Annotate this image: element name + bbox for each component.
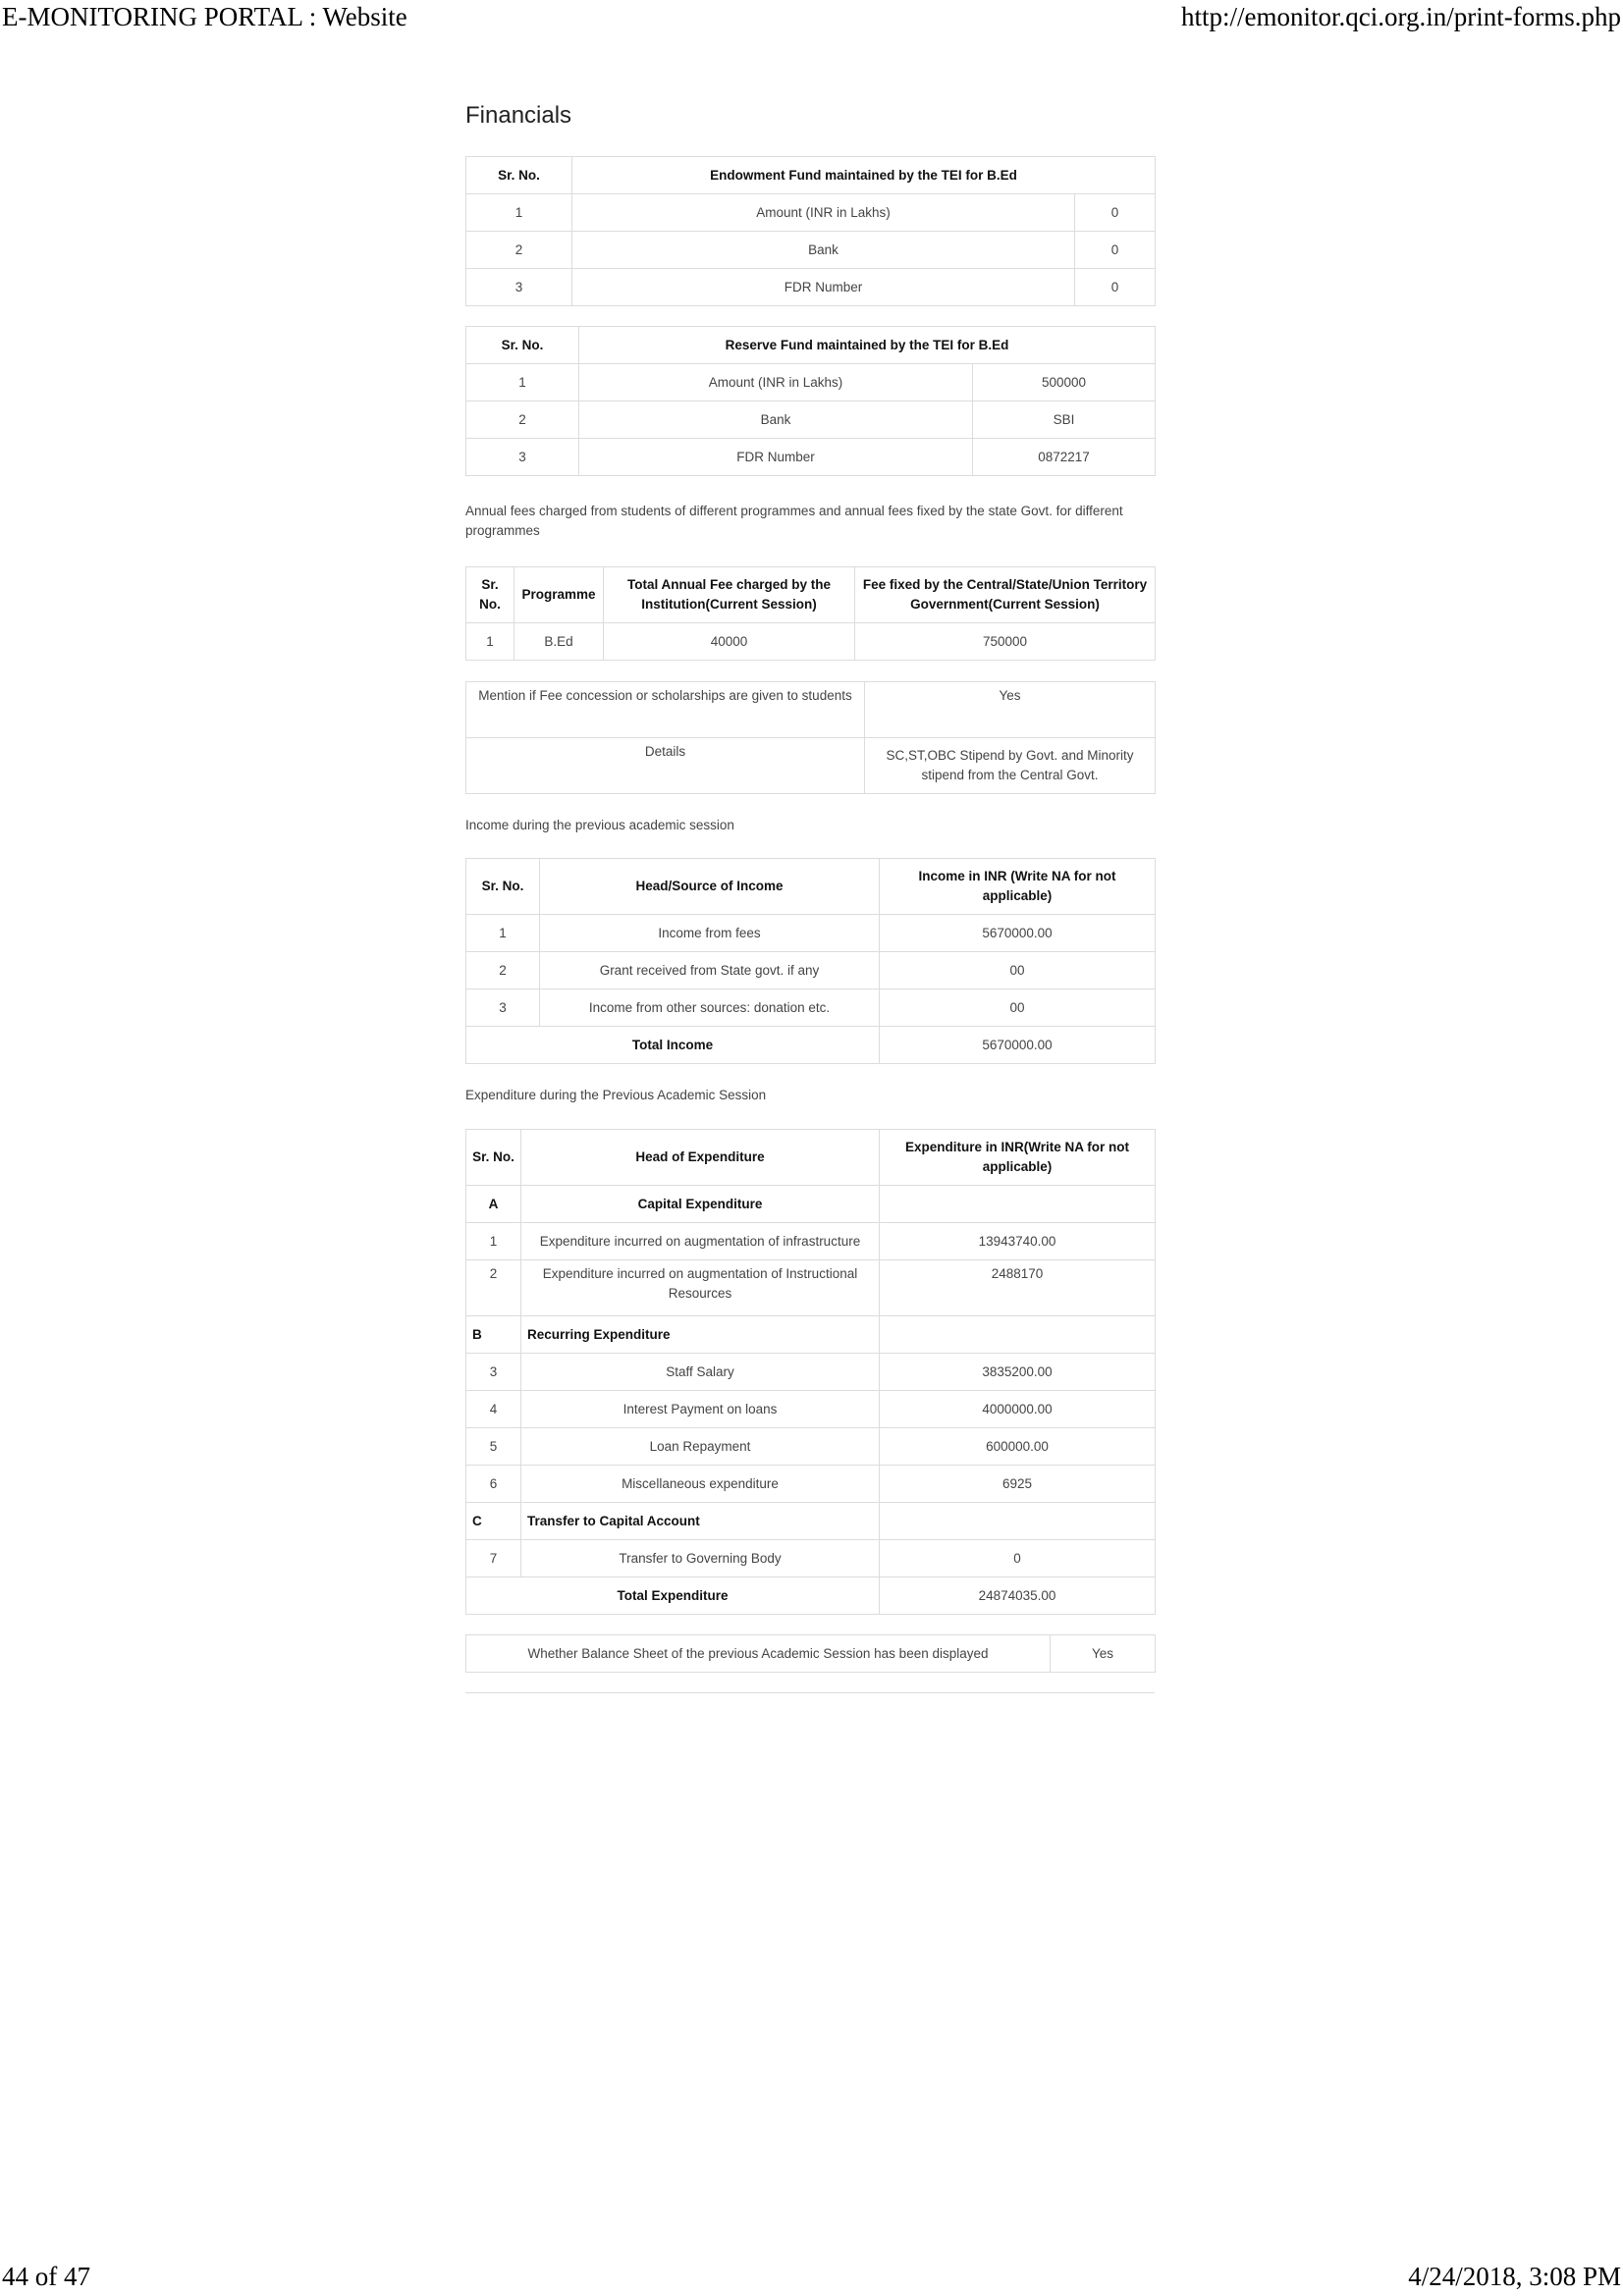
table-row: [466, 194, 1156, 232]
cell-value: 0: [880, 1540, 1156, 1577]
cell-label: Amount (INR in Lakhs): [579, 364, 973, 401]
cell-value: 5670000.00: [880, 915, 1156, 952]
cell-label: FDR Number: [579, 439, 973, 476]
fees-intro-text: Annual fees charged from students of different programmes and annual fees fixed by the state Govt. for different programmes: [465, 504, 1123, 538]
financials-section: [465, 98, 1155, 1693]
cell-value: Yes: [865, 682, 1156, 738]
section-code: B: [466, 1316, 521, 1354]
cell-sr: 6: [466, 1466, 521, 1503]
print-header: [0, 2, 1623, 32]
total-income-label: Total Income: [466, 1027, 880, 1064]
cell-sr: 1: [466, 623, 514, 661]
section-code: A: [466, 1186, 521, 1223]
page-title: Financials: [465, 102, 572, 129]
income-intro-text: Income during the previous academic session: [465, 818, 734, 832]
table-row: [466, 439, 1156, 476]
table-row: [466, 989, 1156, 1027]
cell-head: Grant received from State govt. if any: [540, 952, 880, 989]
col-income-inr: Income in INR (Write NA for not applicable): [880, 859, 1156, 915]
section-row: [466, 1316, 1156, 1354]
col-sr-no: Sr. No.: [466, 1130, 521, 1186]
table-header-row: [466, 859, 1156, 915]
table-row: [466, 1635, 1156, 1673]
total-expenditure-label: Total Expenditure: [466, 1577, 880, 1615]
cell-label: Mention if Fee concession or scholarships are given to students: [466, 682, 865, 738]
cell-head: Interest Payment on loans: [521, 1391, 880, 1428]
cell-head: Miscellaneous expenditure: [521, 1466, 880, 1503]
print-footer: [0, 2262, 1623, 2292]
cell-head: Expenditure incurred on augmentation of infrastructure: [521, 1223, 880, 1260]
cell-sr: 3: [466, 269, 572, 306]
cell-value: 0: [1075, 232, 1156, 269]
section-row: [466, 1503, 1156, 1540]
table-row: [466, 952, 1156, 989]
cell-value: SBI: [973, 401, 1156, 439]
total-income-value: 5670000.00: [880, 1027, 1156, 1064]
cell-head: Income from fees: [540, 915, 880, 952]
income-table: [465, 858, 1156, 1064]
total-row: [466, 1027, 1156, 1064]
cell-sr: 2: [466, 952, 540, 989]
table-row: [466, 269, 1156, 306]
cell-programme: B.Ed: [514, 623, 604, 661]
table-row: [466, 1391, 1156, 1428]
cell-sr: 1: [466, 915, 540, 952]
col-fee-fixed: Fee fixed by the Central/State/Union Territory Government(Current Session): [855, 567, 1156, 623]
table-row: [466, 1354, 1156, 1391]
cell-sr: 3: [466, 1354, 521, 1391]
print-timestamp: 4/24/2018, 3:08 PM: [1408, 2262, 1621, 2291]
table-header-row: [466, 567, 1156, 623]
section-row: [466, 1186, 1156, 1223]
cell-value: 3835200.00: [880, 1354, 1156, 1391]
table-row: [466, 1223, 1156, 1260]
balance-sheet-table: [465, 1634, 1156, 1673]
total-row: [466, 1577, 1156, 1615]
table-row: [466, 682, 1156, 738]
cell-value: Yes: [1051, 1635, 1156, 1673]
cell-label: Whether Balance Sheet of the previous Academic Session has been displayed: [466, 1635, 1051, 1673]
section-label: Recurring Expenditure: [521, 1316, 880, 1354]
cell-sr: 5: [466, 1428, 521, 1466]
col-endowment-fund: Endowment Fund maintained by the TEI for B.Ed: [572, 157, 1156, 194]
table-row: [466, 401, 1156, 439]
table-row: [466, 1260, 1156, 1316]
cell-value: 0: [1075, 194, 1156, 232]
cell-sr: 1: [466, 194, 572, 232]
print-header-title: E-MONITORING PORTAL : Website: [2, 2, 407, 31]
cell-sr: 4: [466, 1391, 521, 1428]
section-value: [880, 1503, 1156, 1540]
cell-value: 600000.00: [880, 1428, 1156, 1466]
cell-sr: 2: [466, 232, 572, 269]
cell-value: 0872217: [973, 439, 1156, 476]
cell-label: Bank: [572, 232, 1075, 269]
col-head-source: Head/Source of Income: [540, 859, 880, 915]
cell-head: Staff Salary: [521, 1354, 880, 1391]
cell-head: Expenditure incurred on augmentation of Instructional Resources: [521, 1260, 880, 1316]
page-number: 44 of 47: [2, 2262, 90, 2291]
table-row: [466, 1540, 1156, 1577]
cell-label: Bank: [579, 401, 973, 439]
cell-value: 00: [880, 952, 1156, 989]
cell-sr: 2: [466, 401, 579, 439]
reserve-fund-table: [465, 326, 1156, 476]
cell-value: 0: [1075, 269, 1156, 306]
col-total-annual-fee: Total Annual Fee charged by the Institution(Current Session): [604, 567, 855, 623]
total-expenditure-value: 24874035.00: [880, 1577, 1156, 1615]
table-row: [466, 738, 1156, 794]
fee-concession-table: [465, 681, 1156, 794]
cell-sr: 7: [466, 1540, 521, 1577]
cell-head: Loan Repayment: [521, 1428, 880, 1466]
col-sr-no: Sr. No.: [466, 327, 579, 364]
cell-value: 4000000.00: [880, 1391, 1156, 1428]
table-row: [466, 364, 1156, 401]
col-sr-no: Sr. No.: [466, 567, 514, 623]
cell-value: 00: [880, 989, 1156, 1027]
section-code: C: [466, 1503, 521, 1540]
cell-value: SC,ST,OBC Stipend by Govt. and Minority stipend from the Central Govt.: [865, 738, 1156, 794]
table-header-row: [466, 327, 1156, 364]
col-reserve-fund: Reserve Fund maintained by the TEI for B.Ed: [579, 327, 1156, 364]
divider: [465, 1692, 1155, 1693]
expenditure-table: [465, 1129, 1156, 1615]
cell-label: FDR Number: [572, 269, 1075, 306]
cell-sr: 1: [466, 1223, 521, 1260]
cell-total: 40000: [604, 623, 855, 661]
cell-head: Transfer to Governing Body: [521, 1540, 880, 1577]
col-programme: Programme: [514, 567, 604, 623]
cell-value: 6925: [880, 1466, 1156, 1503]
table-row: [466, 1428, 1156, 1466]
section-value: [880, 1186, 1156, 1223]
table-row: [466, 1466, 1156, 1503]
table-header-row: [466, 1130, 1156, 1186]
cell-value: 13943740.00: [880, 1223, 1156, 1260]
col-head-expenditure: Head of Expenditure: [521, 1130, 880, 1186]
cell-label: Details: [466, 738, 865, 794]
section-label: Transfer to Capital Account: [521, 1503, 880, 1540]
col-sr-no: Sr. No.: [466, 157, 572, 194]
cell-label: Amount (INR in Lakhs): [572, 194, 1075, 232]
expenditure-intro-text: Expenditure during the Previous Academic Session: [465, 1088, 767, 1102]
cell-fixed: 750000: [855, 623, 1156, 661]
cell-sr: 3: [466, 989, 540, 1027]
annual-fees-table: [465, 566, 1156, 661]
section-label: Capital Expenditure: [521, 1186, 880, 1223]
cell-sr: 1: [466, 364, 579, 401]
col-sr-no: Sr. No.: [466, 859, 540, 915]
table-header-row: [466, 157, 1156, 194]
table-row: [466, 232, 1156, 269]
print-header-url: http://emonitor.qci.org.in/print-forms.php: [1181, 2, 1621, 31]
cell-value: 500000: [973, 364, 1156, 401]
table-row: [466, 623, 1156, 661]
col-expenditure-inr: Expenditure in INR(Write NA for not applicable): [880, 1130, 1156, 1186]
table-row: [466, 915, 1156, 952]
endowment-fund-table: [465, 156, 1156, 306]
cell-sr: 3: [466, 439, 579, 476]
cell-head: Income from other sources: donation etc.: [540, 989, 880, 1027]
cell-sr: 2: [466, 1260, 521, 1316]
section-value: [880, 1316, 1156, 1354]
cell-value: 2488170: [880, 1260, 1156, 1316]
